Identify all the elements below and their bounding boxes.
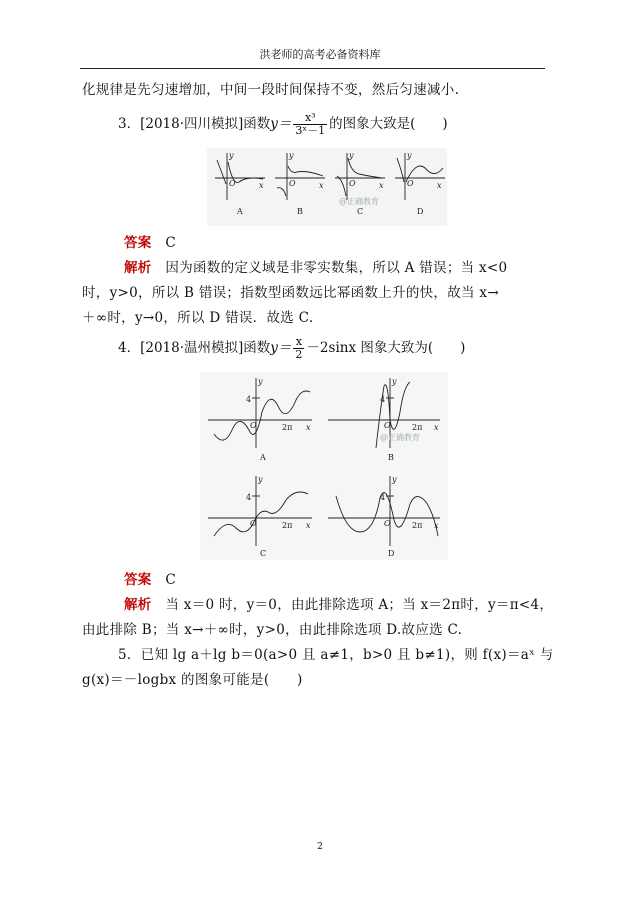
axis-o: O <box>407 179 414 188</box>
axis-o: O <box>229 179 236 188</box>
option-label-b: B <box>297 207 303 216</box>
explanation-label: 解析 <box>124 260 152 276</box>
answer-value: C <box>165 572 177 588</box>
question-4-expr: y＝ <box>270 340 292 356</box>
text-line: 化规律是先匀速增加，中间一段时间保持不变，然后匀速减小. <box>82 82 460 98</box>
question-3 <box>118 112 448 137</box>
explanation-3-line3: ＋∞时，y→0，所以 D 错误．故选 C. <box>82 310 314 326</box>
answer-value: C <box>165 235 177 251</box>
answer-label: 答案 <box>124 235 152 251</box>
axis-y: y <box>258 377 263 386</box>
fraction-numerator: x <box>293 336 304 349</box>
answer-label: 答案 <box>124 572 152 588</box>
axis-x: x <box>437 181 442 190</box>
watermark: @正确教育 <box>380 433 420 442</box>
fraction-denominator: 2 <box>295 348 303 361</box>
axis-o: O <box>349 179 356 188</box>
q3-graphs <box>207 148 447 226</box>
q4-figure-panel <box>200 372 448 560</box>
page-header: 洪老师的高考必备资料库 <box>259 48 381 61</box>
explanation-4-line1 <box>124 593 553 613</box>
question-5-line2: g(x)＝－logbx 的图象可能是( ) <box>82 672 303 688</box>
axis-x: x <box>434 423 439 432</box>
axis-y: y <box>392 475 397 484</box>
option-label-d: D <box>417 207 424 216</box>
axis-o: O <box>289 179 296 188</box>
axis-y: y <box>258 475 263 484</box>
option-label-a: A <box>237 207 243 216</box>
axis-x: x <box>319 181 324 190</box>
axis-x: x <box>434 521 439 530</box>
question-3-expr: y＝ <box>270 116 292 132</box>
answer-4 <box>124 568 176 588</box>
option-label-c: C <box>260 549 267 558</box>
axis-o: O <box>250 421 257 430</box>
axis-x: x <box>306 521 311 530</box>
axis-y: y <box>229 151 234 160</box>
tick-label-y: 4 <box>246 395 252 404</box>
option-label-a: A <box>260 453 266 462</box>
tick-label-x: 2π <box>282 521 293 530</box>
tick-label-x: 2π <box>282 423 293 432</box>
q4-graphs <box>200 372 448 560</box>
explanation-text: 当 x＝0 时，y＝0，由此排除选项 A；当 x＝2π时，y＝π<4， <box>165 597 554 613</box>
question-3-number: 3．[2018·四川模拟]函数 <box>118 116 271 132</box>
explanation-4-line2: 由此排除 B；当 x→＋∞时，y>0，由此排除选项 D.故应选 C. <box>82 622 463 638</box>
question-4-fraction <box>293 336 304 361</box>
tick-label-y: 4 <box>380 493 386 502</box>
axis-o: O <box>384 421 391 430</box>
answer-3 <box>124 231 176 251</box>
axis-x: x <box>259 181 264 190</box>
explanation-3-line1 <box>124 256 507 276</box>
question-3-fraction <box>293 112 327 137</box>
header-rule <box>80 68 545 69</box>
q3-figure-panel <box>207 148 447 226</box>
axis-o: O <box>250 519 257 528</box>
question-5-line1: 5．已知 lg a＋lg b＝0(a>0 且 a≠1，b>0 且 b≠1)，则 f(x)＝aˣ 与 <box>118 647 554 663</box>
question-3-tail: 的图象大致是( ) <box>329 116 448 132</box>
axis-x: x <box>306 423 311 432</box>
question-4-tail: －2sinx 图象大致为( ) <box>306 340 466 356</box>
axis-x: x <box>379 181 384 190</box>
fraction-numerator: x³ <box>293 112 327 125</box>
axis-y: y <box>407 151 412 160</box>
explanation-text: 因为函数的定义域是非零实数集，所以 A 错误；当 x<0 <box>165 260 508 276</box>
option-label-c: C <box>357 207 364 216</box>
page-number: 2 <box>317 842 323 852</box>
tick-label-y: 4 <box>380 395 386 404</box>
question-4-number: 4．[2018·温州模拟]函数 <box>118 340 271 356</box>
tick-label-x: 2π <box>412 423 423 432</box>
watermark: @正确教育 <box>339 197 379 206</box>
option-label-b: B <box>388 453 394 462</box>
question-4 <box>118 336 465 361</box>
explanation-3-line2: 时，y>0，所以 B 错误；指数型函数远比幂函数上升的快，故当 x→ <box>82 285 499 301</box>
fraction-denominator: 3ˣ－1 <box>295 124 326 137</box>
option-label-d: D <box>388 549 395 558</box>
axis-o: O <box>384 519 391 528</box>
axis-y: y <box>289 151 294 160</box>
tick-label-x: 2π <box>412 521 423 530</box>
axis-y: y <box>392 377 397 386</box>
tick-label-y: 4 <box>246 493 252 502</box>
explanation-label: 解析 <box>124 597 152 613</box>
axis-y: y <box>349 151 354 160</box>
